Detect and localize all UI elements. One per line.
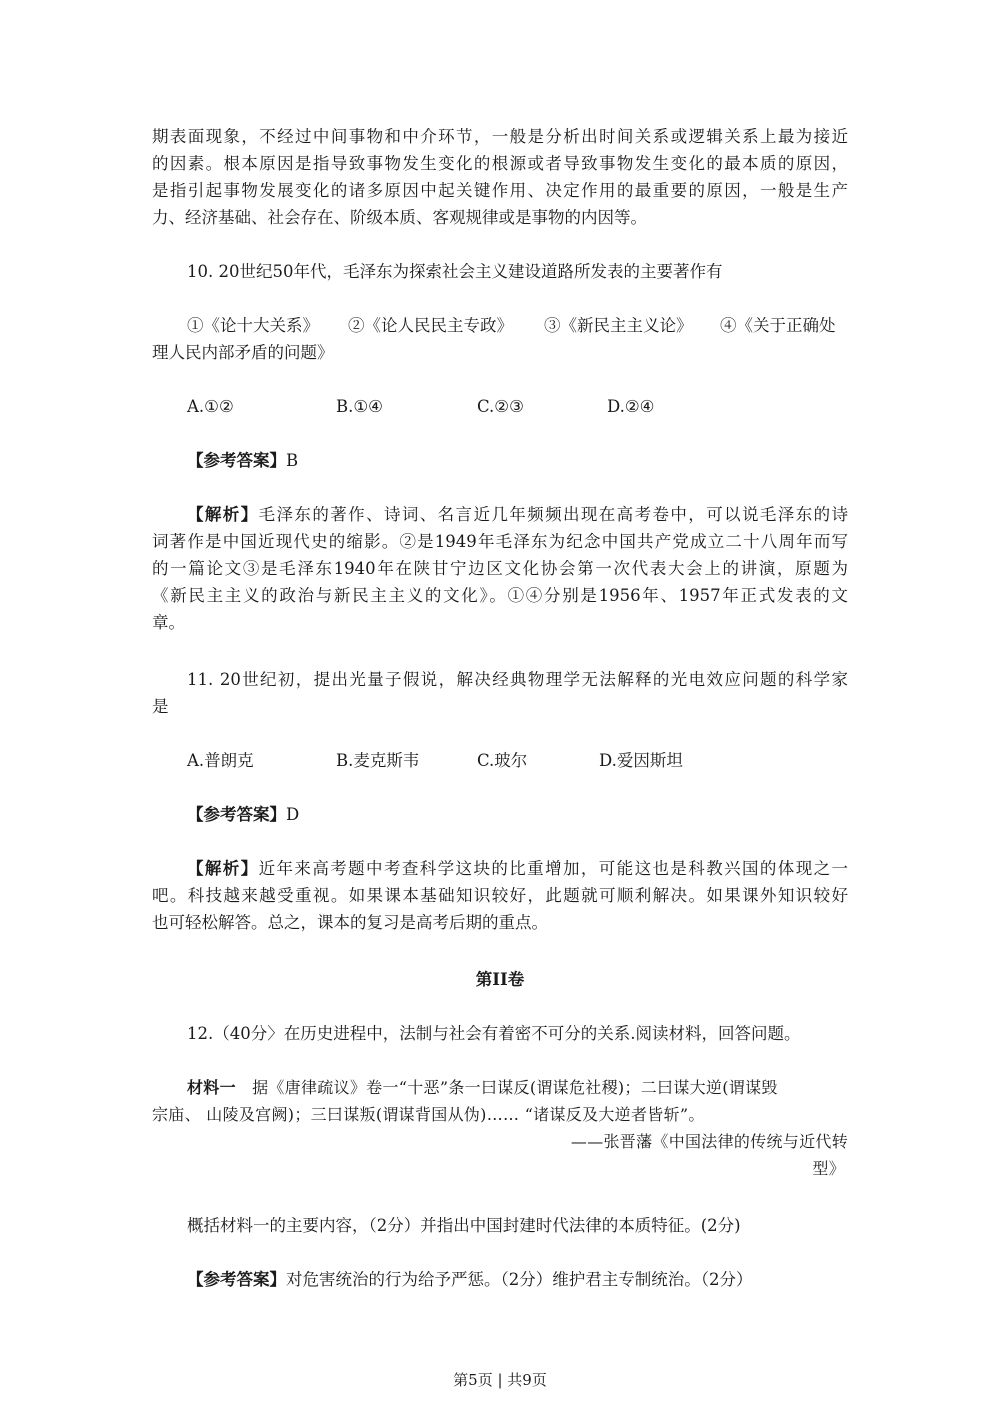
q10-option-b: B.①④ — [336, 397, 383, 416]
intro-line: 的因素。根本原因是指导致事物发生变化的根源或者导致事物发生变化的最本质的原因， — [152, 154, 848, 173]
answer-value: D — [286, 805, 300, 824]
q10-answer — [187, 449, 298, 473]
q10-items-row — [0, 314, 1000, 338]
q12-source: ——张晋藩《中国法律的传统与近代转 — [570, 1132, 848, 1151]
q10-options-row — [0, 395, 1000, 419]
q10-stem: 10. 20世纪50年代，毛泽东为探索社会主义建设道路所发表的主要著作有 — [187, 262, 723, 281]
section-title: 第II卷 — [475, 970, 525, 989]
q11-analysis-line: 也可轻松解答。总之，课本的复习是高考后期的重点。 — [152, 913, 548, 932]
analysis-label: 【解析】 — [187, 859, 259, 878]
q11-analysis-first — [187, 857, 848, 881]
q11-option-a: A.普朗克 — [187, 751, 254, 770]
answer-value: B — [286, 451, 299, 470]
q12-stem: 12.（40分〉在历史进程中，法制与社会有着密不可分的关系.阅读材料，回答问题。 — [187, 1024, 801, 1043]
q12-source-continued: 型》 — [812, 1159, 845, 1178]
answer-label: 【参考答案】 — [187, 1270, 286, 1289]
q11-option-d: D.爱因斯坦 — [599, 751, 683, 770]
q12-material-line — [187, 1076, 778, 1100]
page-footer: 第5页 | 共9页 — [453, 1371, 547, 1389]
q10-analysis-line: 《新民主主义的政治与新民主主义的文化》。①④分别是1956年、1957年正式发表的文 — [152, 586, 848, 605]
q11-stem: 11. 20世纪初，提出光量子假说，解决经典物理学无法解释的光电效应问题的科学家 — [187, 670, 848, 689]
q10-option-d: D.②④ — [607, 397, 655, 416]
intro-line: 期表面现象，不经过中间事物和中介环节，一般是分析出时间关系或逻辑关系上最为接近 — [152, 127, 848, 146]
answer-value: 对危害统治的行为给予严惩。（2分）维护君主专制统治。（2分） — [286, 1270, 753, 1289]
q11-option-b: B.麦克斯韦 — [336, 751, 420, 770]
q10-analysis-line: 的一篇论文③是毛泽东1940年在陕甘宁边区文化协会第一次代表大会上的讲演，原题为 — [152, 559, 848, 578]
q12-question: 概括材料一的主要内容，（2分）并指出中国封建时代法律的本质特征。(2分) — [187, 1216, 741, 1235]
q11-options-row — [0, 749, 1000, 773]
q11-answer — [187, 803, 299, 827]
analysis-text: 毛泽东的著作、诗词、名言近几年频频出现在高考卷中，可以说毛泽东的诗 — [258, 505, 849, 524]
q10-items-continued: 理人民内部矛盾的问题》 — [152, 343, 334, 362]
q10-item: ②《论人民民主专政》 — [348, 316, 513, 335]
q10-item: ③《新民主主义论》 — [544, 316, 693, 335]
q10-analysis-line: 词著作是中国近现代史的缩影。②是1949年毛泽东为纪念中国共产党成立二十八周年而写 — [152, 532, 848, 551]
q12-answer — [187, 1268, 753, 1292]
intro-line: 力、经济基础、社会存在、阶级本质、客观规律或是事物的内因等。 — [152, 208, 647, 227]
q10-item: ①《论十大关系》 — [187, 316, 319, 335]
q10-item: ④《关于正确处 — [720, 316, 836, 335]
material-text: 据《唐律疏议》卷一“十恶”条一曰谋反(谓谋危社稷)；二曰谋大逆(谓谋毁 — [252, 1078, 778, 1097]
answer-label: 【参考答案】 — [187, 805, 286, 824]
q12-material-line: 宗庙、 山陵及宫阙)；三曰谋叛(谓谋背国从伪)…… “诸谋反及大逆者皆斩”。 — [152, 1105, 705, 1124]
q11-analysis-line: 吧。科技越来越受重视。如果课本基础知识较好，此题就可顺利解决。如果课外知识较好 — [152, 886, 848, 905]
q10-analysis-first — [187, 503, 848, 527]
q10-option-a: A.①② — [187, 397, 234, 416]
material-label: 材料一 — [187, 1078, 236, 1097]
answer-label: 【参考答案】 — [187, 451, 286, 470]
q11-option-c: C.玻尔 — [477, 751, 528, 770]
intro-line: 是指引起事物发展变化的诸多原因中起关键作用、决定作用的最重要的原因，一般是生产 — [152, 181, 848, 200]
q10-option-c: C.②③ — [477, 397, 524, 416]
analysis-label: 【解析】 — [187, 505, 259, 524]
q10-analysis-line: 章。 — [152, 613, 185, 632]
q11-stem-continued: 是 — [152, 697, 169, 716]
analysis-text: 近年来高考题中考查科学这块的比重增加，可能这也是科教兴国的体现之一 — [258, 859, 849, 878]
